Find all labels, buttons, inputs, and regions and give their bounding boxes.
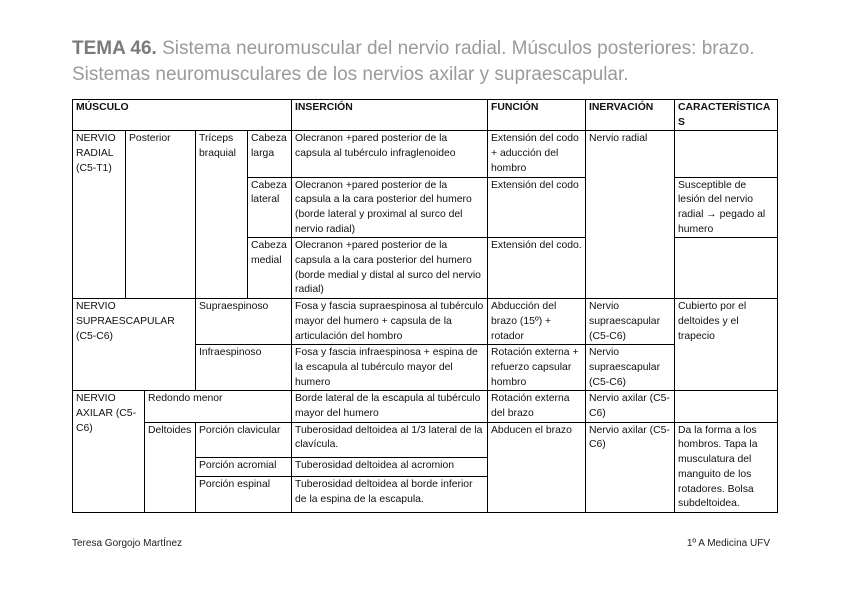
muscle-group-posterior: Posterior (126, 131, 196, 299)
table-header-row (73, 100, 778, 131)
muscle-infraespinoso: Infraespinoso (196, 345, 292, 391)
inervacion-deltoides: Nervio axilar (C5-C6) (586, 422, 675, 512)
muscle-deltoides: Deltoides (145, 422, 196, 512)
head-medial: Cabeza medial (248, 238, 292, 299)
page-title (72, 36, 792, 88)
table-row (73, 131, 778, 177)
title-text: Sistema neuromuscular del nervio radial. Músculos posteriores: brazo. Sistemas neuromusculares de los nervios axilar y supraescapular. (72, 38, 755, 85)
table-row (73, 391, 778, 422)
nerve-axilar: NERVIO AXILAR (C5-C6) (73, 391, 145, 513)
header-insercion: INSERCIÓN (292, 100, 488, 131)
caracteristicas-deltoides: Da la forma a los hombros. Tapa la musculatura del manguito de los rotadores. Bolsa subdeltoidea. (675, 422, 778, 512)
insercion-cell: Fosa y fascia supraespinosa al tubérculo mayor del humero + capsula de la articulación del hombro (292, 299, 488, 345)
funcion-cell: Extensión del codo (488, 177, 586, 238)
header-caracteristicas: CARACTERÍSTICAS (675, 100, 778, 131)
insercion-cell: Olecranon +pared posterior de la capsula a la cara posterior del humero (borde lateral y proximal al surco del nervio radial) (292, 177, 488, 238)
footer-course: 1º A Medicina UFV (686, 538, 770, 549)
insercion-cell: Borde lateral de la escapula al tubérculo mayor del humero (292, 391, 488, 422)
inervacion-cell: Nervio axilar (C5-C6) (586, 391, 675, 422)
header-funcion: FUNCIÓN (488, 100, 586, 131)
funcion-cell: Abducción del brazo (15º) + rotador (488, 299, 586, 345)
inervacion-cell: Nervio supraescapular (C5-C6) (586, 299, 675, 345)
portion-espinal: Porción espinal (196, 477, 292, 513)
insercion-cell: Olecranon +pared posterior de la capsula al tubérculo infraglenoideo (292, 131, 488, 177)
footer-author: Teresa Gorgojo MartÍnez (72, 538, 183, 549)
funcion-deltoides: Abducen el brazo (488, 422, 586, 512)
caracteristicas-cell: Susceptible de lesión del nervio radial → pegado al humero (675, 177, 778, 238)
inervacion-cell: Nervio supraescapular (C5-C6) (586, 345, 675, 391)
caracteristicas-cell (675, 131, 778, 177)
muscle-triceps: Tríceps braquial (196, 131, 248, 299)
head-lateral: Cabeza lateral (248, 177, 292, 238)
muscle-table (72, 99, 778, 513)
nerve-radial: NERVIO RADIAL (C5-T1) (73, 131, 126, 299)
head-larga: Cabeza larga (248, 131, 292, 177)
funcion-cell: Extensión del codo + aducción del hombro (488, 131, 586, 177)
insercion-cell: Olecranon +pared posterior de la capsula a la cara posterior del humero (borde medial y distal al surco del nervio radial) (292, 238, 488, 299)
funcion-cell: Extensión del codo. (488, 238, 586, 299)
title-number: TEMA 46. (72, 38, 157, 59)
caracteristicas-cell (675, 238, 778, 299)
funcion-cell: Rotación externa + refuerzo capsular hombro (488, 345, 586, 391)
portion-acromial: Porción acromial (196, 458, 292, 477)
muscle-redondo-menor: Redondo menor (145, 391, 292, 422)
insercion-cell: Tuberosidad deltoidea al acromion (292, 458, 488, 477)
portion-clavicular: Porción clavicular (196, 422, 292, 458)
insercion-cell: Tuberosidad deltoidea al 1/3 lateral de la clavícula. (292, 422, 488, 458)
inervacion-radial: Nervio radial (586, 131, 675, 299)
caracteristicas-cell (675, 391, 778, 422)
header-inervacion: INERVACIÓN (586, 100, 675, 131)
caracteristicas-supraescapular: Cubierto por el deltoides y el trapecio (675, 299, 778, 391)
nerve-supraescapular: NERVIO SUPRAESCAPULAR (C5-C6) (73, 299, 196, 391)
funcion-cell: Rotación externa del brazo (488, 391, 586, 422)
insercion-cell: Fosa y fascia infraespinosa + espina de la escapula al tubérculo mayor del humero (292, 345, 488, 391)
header-musculo: MÚSCULO (73, 100, 292, 131)
table-row (73, 299, 778, 345)
insercion-cell: Tuberosidad deltoidea al borde inferior de la espina de la escapula. (292, 477, 488, 513)
table-row (73, 422, 778, 458)
muscle-supraespinoso: Supraespinoso (196, 299, 292, 345)
